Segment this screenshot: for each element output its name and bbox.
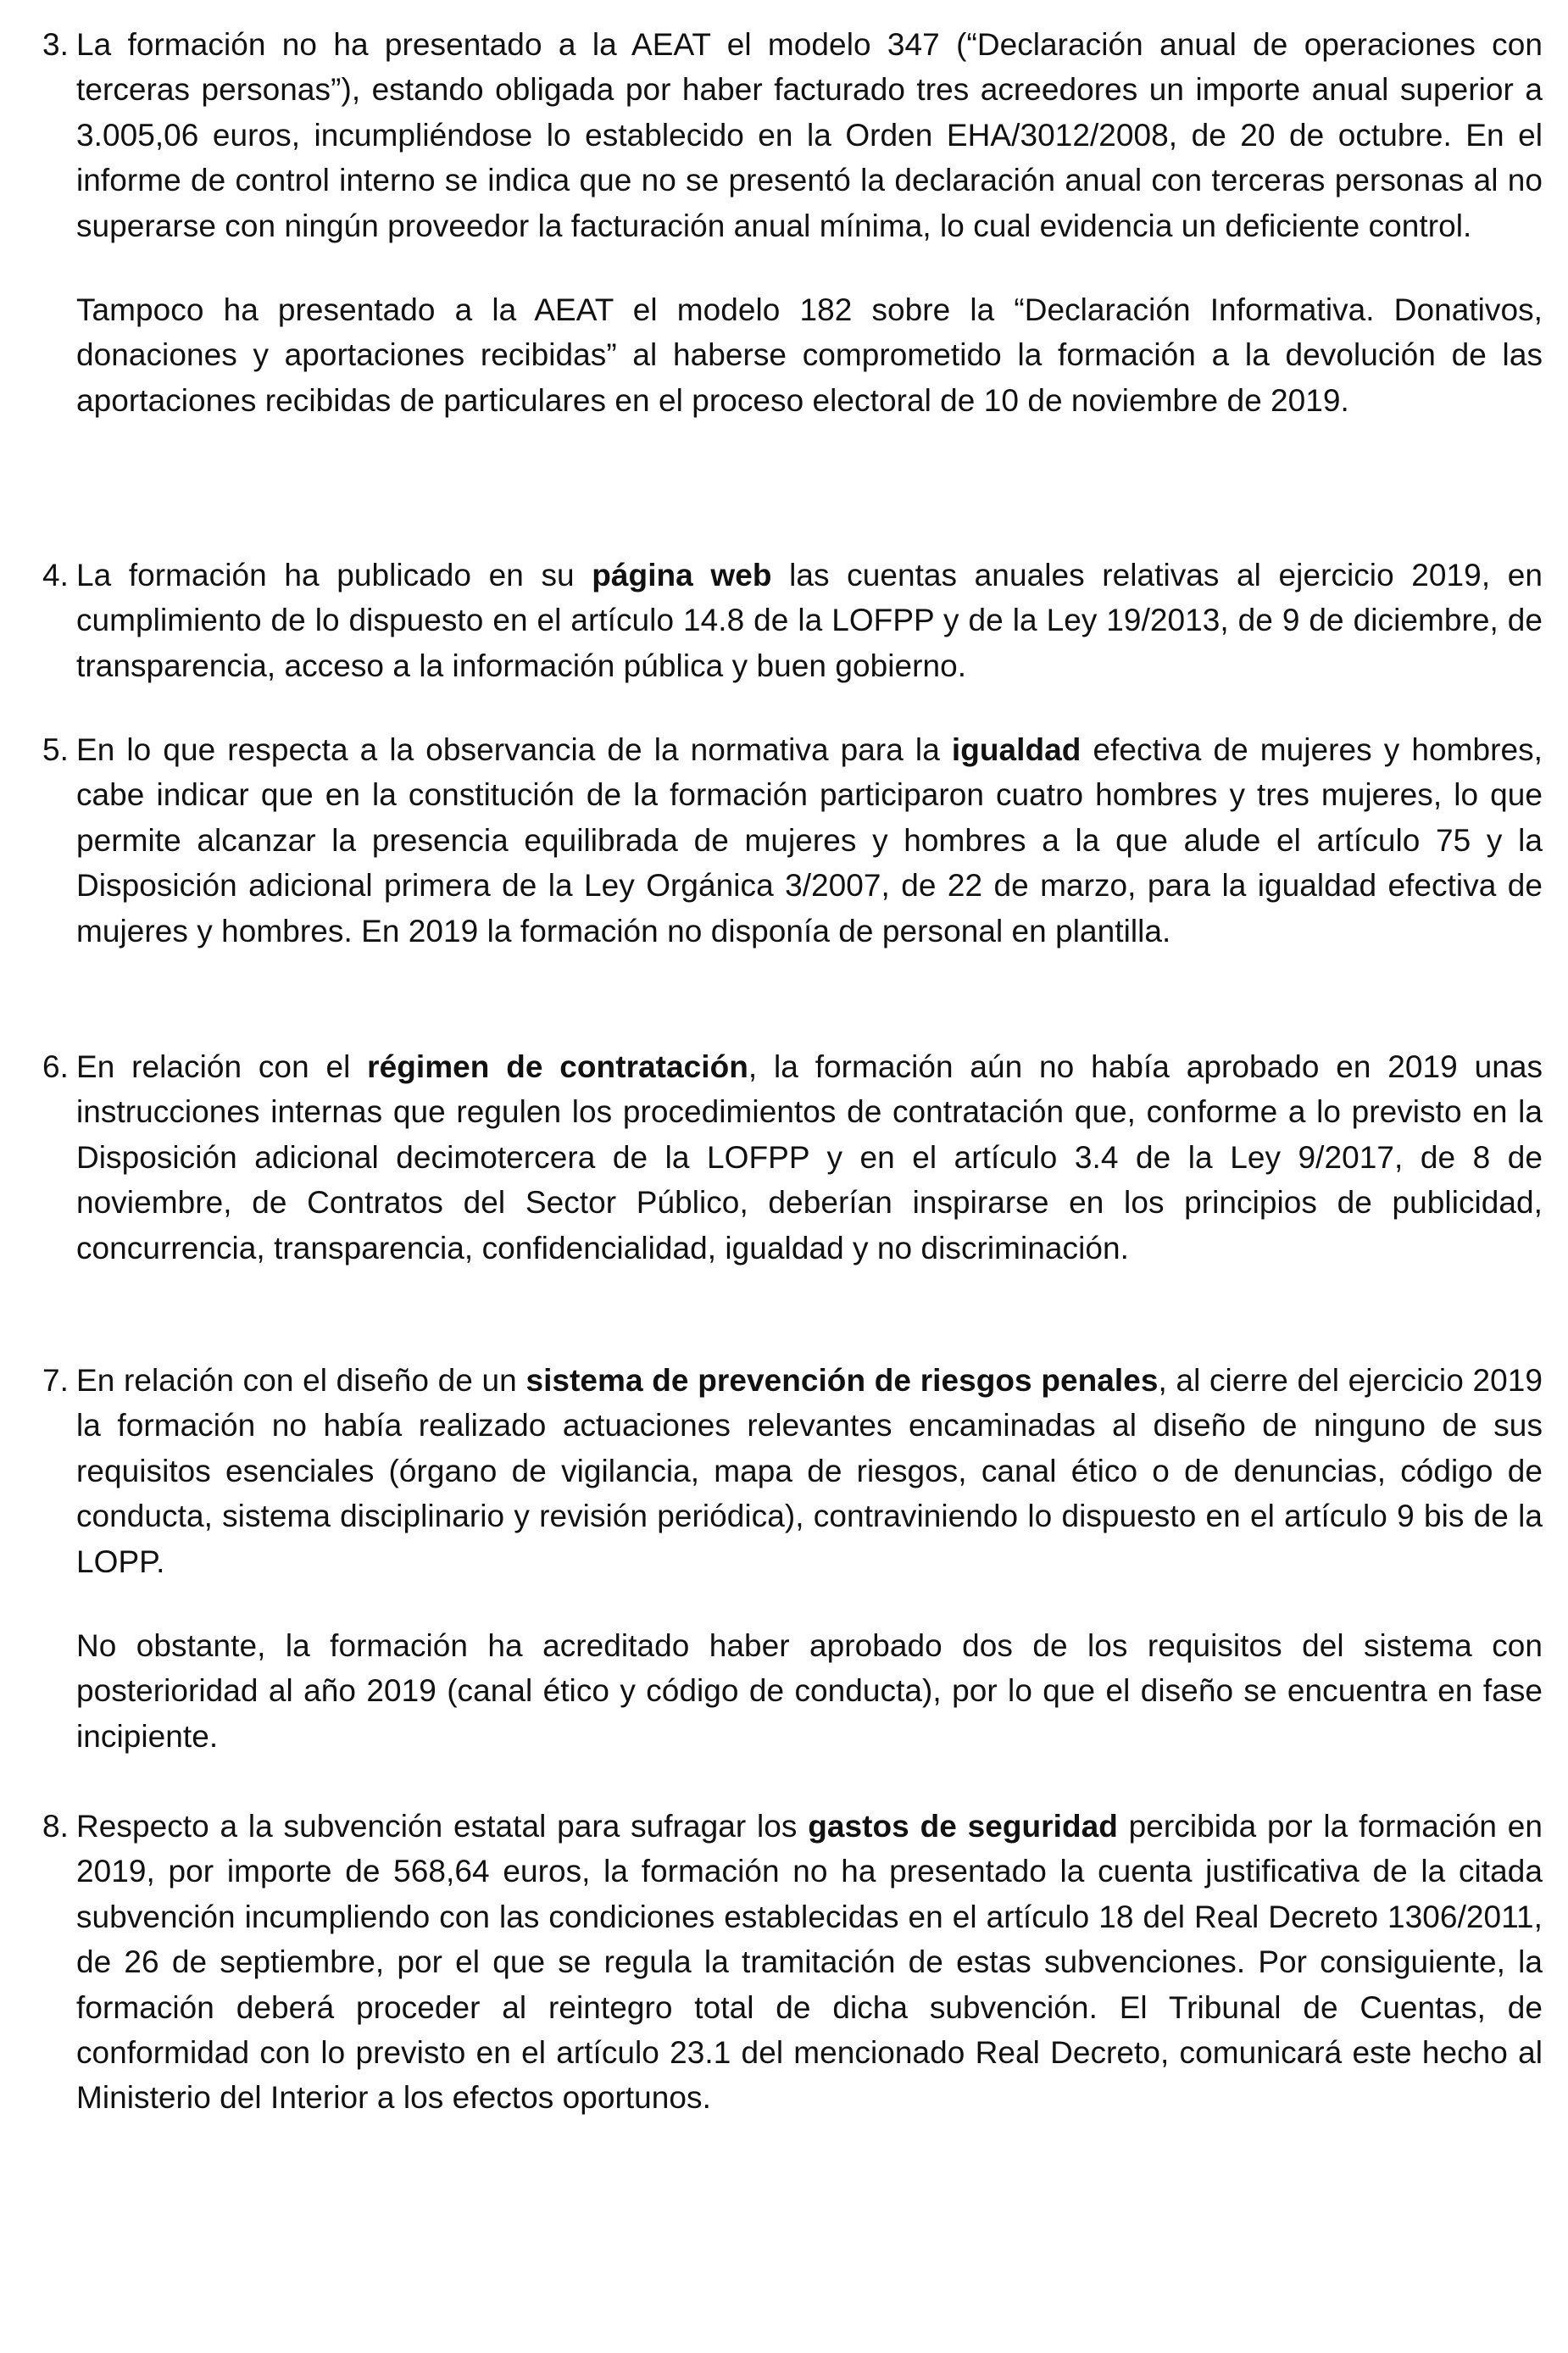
item-paragraph <box>76 287 1543 423</box>
item-body <box>76 553 1543 688</box>
text-run: En lo que respecta a la observancia de la normativa para la <box>76 732 952 767</box>
item-paragraph <box>76 1804 1543 2121</box>
text-run: percibida por la formación en 2019, por importe de 568,64 euros, la formación no ha presentado la cuenta justificativa de la citada subvención incumpliendo con las condiciones establecidas en el artículo 18 del Real Decreto 1306/2011, de 26 de septiembre, por el que se regula la tramitación de estas subvenciones. Por consiguiente, la formación deberá proceder al reintegro total de dicha subvención. El Tribunal de Cuentas, de conformidad con lo previsto en el artículo 23.1 del mencionado Real Decreto, comunicará este hecho al Ministerio del Interior a los efectos oportunos. <box>76 1809 1543 2116</box>
bold-term: gastos de seguridad <box>808 1809 1118 1844</box>
text-run: , al cierre del ejercicio 2019 la formación no había realizado actuaciones relevantes encaminadas al diseño de ninguno de sus requisitos esenciales (órgano de vigilancia, mapa de riesgos, canal ético o de denuncias, código de conducta, sistema disciplinario y revisión periódica), contraviniendo lo dispuesto en el artículo 9 bis de la LOPP. <box>76 1363 1543 1579</box>
item-paragraph <box>76 22 1543 248</box>
bold-term: igualdad <box>951 732 1081 767</box>
text-run: No obstante, la formación ha acreditado haber aprobado dos de los requisitos del sistema con posterioridad al año 2019 (canal ético y código de conducta), por lo que el diseño se encuentra en fase incipiente. <box>76 1628 1543 1754</box>
item-paragraph <box>76 1044 1543 1271</box>
text-run: , la formación aún no había aprobado en 2019 unas instrucciones internas que regulen los procedimientos de contratación que, conforme a lo previsto en la Disposición adicional decimotercera de la LOFPP y en el artículo 3.4 de la Ley 9/2017, de 8 de noviembre, de Contratos del Sector Público, deberían inspirarse en los principios de publicidad, concurrencia, transparencia, confidencialidad, igualdad y no discriminación. <box>76 1049 1543 1266</box>
item-paragraph <box>76 1623 1543 1759</box>
item-number: 7. <box>42 1363 69 1398</box>
item-paragraph <box>76 1358 1543 1584</box>
item-paragraph <box>76 553 1543 688</box>
item-body <box>76 1804 1543 2121</box>
text-run: La formación no ha presentado a la AEAT el modelo 347 (“Declaración anual de operaciones con terceras personas”), estando obligada por haber facturado tres acreedores un importe anual superior a 3.005,06 euros, incumpliéndose lo establecido en la Orden EHA/3012/2008, de 20 de octubre. En el informe de control interno se indica que no se presentó la declaración anual con terceras personas al no superarse con ningún proveedor la facturación anual mínima, lo cual evidencia un deficiente control. <box>76 27 1543 243</box>
text-run: efectiva de mujeres y hombres, cabe indicar que en la constitución de la formación participaron cuatro hombres y tres mujeres, lo que permite alcanzar la presencia equilibrada de mujeres y hombres a la que alude el artículo 75 y la Disposición adicional primera de la Ley Orgánica 3/2007, de 22 de marzo, para la igualdad efectiva de mujeres y hombres. En 2019 la formación no disponía de personal en plantilla. <box>76 732 1543 948</box>
bold-term: sistema de prevención de riesgos penales <box>525 1363 1159 1398</box>
item-paragraph <box>76 727 1543 954</box>
bold-term: régimen de contratación <box>367 1049 748 1084</box>
text-run: En relación con el <box>76 1049 368 1084</box>
item-number: 3. <box>42 27 69 62</box>
text-run: En relación con el diseño de un <box>76 1363 526 1398</box>
item-body <box>76 1358 1543 1759</box>
text-run: Respecto a la subvención estatal para sufragar los <box>76 1809 809 1844</box>
text-run: La formación ha publicado en su <box>76 558 592 592</box>
text-run: las cuentas anuales relativas al ejercicio 2019, en cumplimiento de lo dispuesto en el artículo 14.8 de la LOFPP y de la Ley 19/2013, de 9 de diciembre, de transparencia, acceso a la información pública y buen gobierno. <box>76 558 1543 683</box>
bold-term: página web <box>592 558 772 592</box>
text-run: Tampoco ha presentado a la AEAT el modelo 182 sobre la “Declaración Informativa. Donativos, donaciones y aportaciones recibidas” al haberse comprometido la formación a la devolución de las aportaciones recibidas de particulares en el proceso electoral de 10 de noviembre de 2019. <box>76 292 1543 418</box>
item-body <box>76 22 1543 423</box>
item-number: 4. <box>42 558 69 592</box>
item-number: 8. <box>42 1809 69 1844</box>
item-body <box>76 1044 1543 1271</box>
item-body <box>76 727 1543 954</box>
item-number: 5. <box>42 732 69 767</box>
item-number: 6. <box>42 1049 69 1084</box>
